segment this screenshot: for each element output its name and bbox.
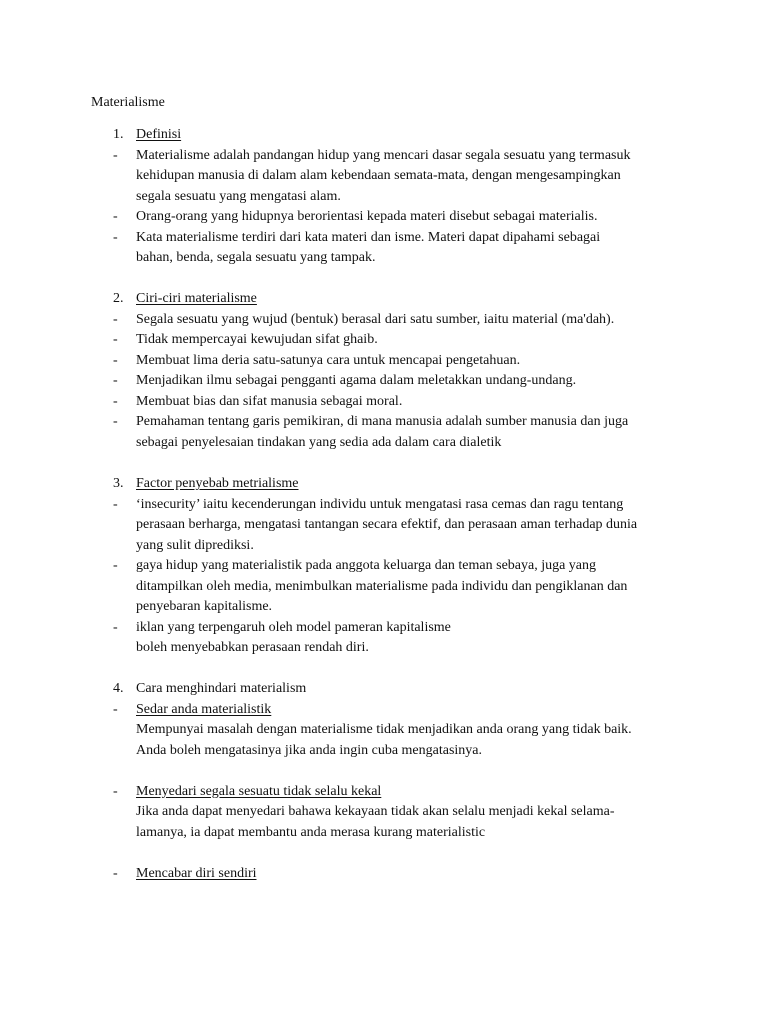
list-item (0, 310, 768, 331)
list-item-text: iklan yang terpengaruh oleh model pameran kapitalisme boleh menyebabkan perasaan rendah diri. (136, 619, 451, 655)
list-item (0, 351, 768, 372)
list-item (0, 392, 768, 413)
list-item-text: Tidak mempercayai kewujudan sifat ghaib. (136, 332, 378, 347)
list-item-text: Materialisme adalah pandangan hidup yang mencari dasar segala sesuatu yang termasuk kehidupan manusia di dalam alam kebendaan semata-mata, dengan mengesampingkan segala sesuatu yang mengatasi alam. (136, 147, 631, 204)
list-item-text: ‘insecurity’ iaitu kecenderungan individu untuk mengatasi rasa cemas dan ragu tentang perasaan berharga, mengatasi tantangan secara efektif, dan perasaan aman terhadap dunia yang sulit diprediksi. (136, 496, 638, 553)
list-item-text: Membuat bias dan sifat manusia sebagai moral. (136, 393, 403, 409)
section-heading (0, 474, 768, 495)
bullet-dash: - (113, 147, 118, 163)
bullet-dash: - (113, 373, 118, 388)
list-item (0, 556, 768, 618)
section-definisi (0, 125, 768, 269)
list-item-text: Menjadikan ilmu sebagai pengganti agama dalam meletakkan undang-undang. (136, 373, 577, 388)
bullet-dash: - (113, 619, 118, 635)
section-number: 4. (113, 681, 124, 696)
bullet-dash: - (113, 311, 118, 327)
subsection-heading: Menyedari segala sesuatu tidak selalu kekal (136, 783, 382, 799)
bullet-dash: - (113, 352, 118, 368)
list-item (0, 228, 768, 269)
section-title: Cara menghindari materialism (136, 681, 307, 696)
list-item-text: gaya hidup yang materialistik pada anggota keluarga dan teman sebaya, juga yang ditampilkan oleh media, menimbulkan materialisme pada individu dan pengiklanan dan penyebaran kapitalisme. (136, 558, 628, 614)
subsection-heading: Sedar anda materialistik (136, 701, 272, 717)
list-item (0, 412, 768, 453)
subsection-item (0, 782, 768, 844)
list-item-text: Membuat lima deria satu-satunya cara untuk mencapai pengetahuan. (136, 352, 521, 368)
bullet-dash: - (113, 209, 118, 224)
section-heading (0, 289, 768, 310)
section-ciri-ciri (0, 289, 768, 453)
bullet-dash: - (113, 865, 118, 881)
section-title: Ciri-ciri materialisme (136, 291, 257, 306)
section-heading (0, 679, 768, 700)
bullet-dash: - (113, 229, 118, 245)
list-item (0, 330, 768, 351)
list-item (0, 618, 768, 659)
bullet-dash: - (113, 701, 118, 717)
bullet-dash: - (113, 393, 118, 409)
list-item (0, 495, 768, 557)
bullet-dash: - (113, 783, 118, 799)
document-title: Materialisme (91, 95, 165, 110)
list-item (0, 207, 768, 228)
section-number: 3. (113, 476, 124, 491)
section-title: Definisi (136, 127, 182, 142)
bullet-dash: - (113, 332, 118, 347)
section-factor-penyebab (0, 474, 768, 659)
section-number: 2. (113, 291, 124, 306)
subsection-item (0, 864, 768, 885)
subsection-heading: Mencabar diri sendiri (136, 865, 257, 881)
section-heading (0, 125, 768, 146)
section-title: Factor penyebab metrialisme (136, 476, 299, 491)
subsection-item (0, 700, 768, 762)
subsection-body: Mempunyai masalah dengan materialisme tidak menjadikan anda orang yang tidak baik. Anda boleh mengatasinya jika anda ingin cuba mengatasinya. (136, 722, 632, 758)
list-item (0, 146, 768, 208)
subsection-body: Jika anda dapat menyedari bahawa kekayaan tidak akan selalu menjadi kekal selama- lamanya, ia dapat membantu anda merasa kurang materialistic (136, 804, 615, 840)
list-item-text: Pemahaman tentang garis pemikiran, di mana manusia adalah sumber manusia dan juga sebagai penyelesaian tindakan yang sedia ada dalam cara dialetik (136, 414, 629, 450)
section-number: 1. (113, 127, 124, 142)
bullet-dash: - (113, 558, 118, 573)
list-item-text: Kata materialisme terdiri dari kata materi dan isme. Materi dapat dipahami sebagai bahan, benda, segala sesuatu yang tampak. (136, 229, 601, 265)
list-item-text: Segala sesuatu yang wujud (bentuk) berasal dari satu sumber, iaitu material (ma'dah). (136, 311, 615, 327)
bullet-dash: - (113, 414, 118, 429)
list-item (0, 371, 768, 392)
section-cara-menghindari (0, 679, 768, 884)
bullet-dash: - (113, 496, 118, 512)
list-item-text: Orang-orang yang hidupnya berorientasi kepada materi disebut sebagai materialis. (136, 209, 598, 224)
